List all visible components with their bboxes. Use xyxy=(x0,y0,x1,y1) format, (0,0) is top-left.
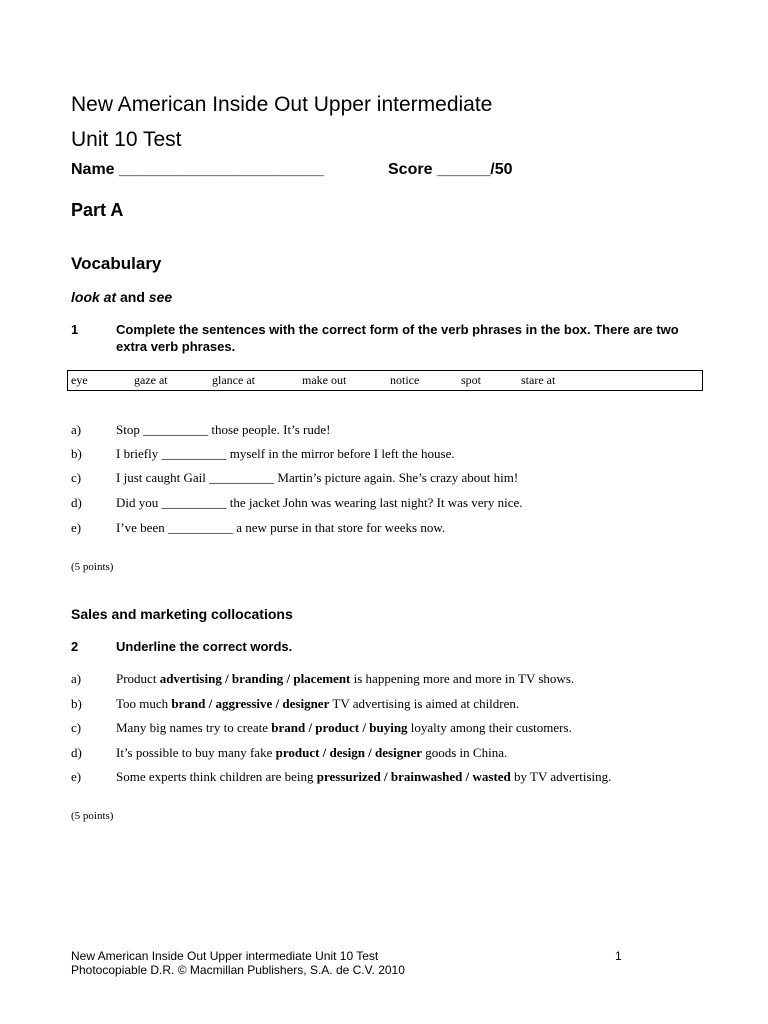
item-letter: d) xyxy=(71,495,82,510)
vocabulary-subheading xyxy=(71,289,172,305)
section-heading: Sales and marketing collocations xyxy=(71,606,293,622)
item-pre: It’s possible to buy many fake xyxy=(116,745,276,760)
list-item xyxy=(0,745,768,761)
item-post: loyalty among their customers. xyxy=(407,720,572,735)
subheading-and: and xyxy=(116,289,149,305)
page-number: 1 xyxy=(615,949,622,963)
score-field: Score ______/50 xyxy=(388,161,513,178)
item-text: Stop __________ those people. It’s rude! xyxy=(116,422,331,437)
item-post: is happening more and more in TV shows. xyxy=(350,671,575,686)
exercise2-number: 2 xyxy=(71,639,79,654)
item-post: goods in China. xyxy=(421,745,508,760)
list-item xyxy=(0,422,768,438)
subheading-look-at: look at xyxy=(71,289,117,305)
word-box xyxy=(67,370,703,391)
word-box-item: make out xyxy=(302,373,347,387)
word-box-item: notice xyxy=(390,373,420,387)
part-heading: Part A xyxy=(71,200,124,220)
word-box-item: gaze at xyxy=(134,373,168,387)
item-pre: Many big names try to create xyxy=(116,720,272,735)
list-item xyxy=(0,495,768,511)
item-letter: e) xyxy=(71,769,82,784)
item-letter: d) xyxy=(71,745,82,760)
item-pre: Product xyxy=(116,671,160,686)
list-item xyxy=(0,446,768,462)
word-box-item: glance at xyxy=(212,373,255,387)
item-post: by TV advertising. xyxy=(510,769,612,784)
document-title: New American Inside Out Upper intermediate xyxy=(71,93,493,116)
exercise2-instruction: Underline the correct words. xyxy=(116,639,293,654)
item-options[interactable]: brand / product / buying xyxy=(271,720,408,735)
exercise1-points: (5 points) xyxy=(71,561,114,573)
word-box-item: stare at xyxy=(521,373,556,387)
unit-title: Unit 10 Test xyxy=(71,128,182,151)
item-text xyxy=(116,769,611,785)
list-item xyxy=(0,720,768,736)
list-item xyxy=(0,671,768,687)
item-letter: e) xyxy=(71,520,82,535)
item-options[interactable]: pressurized / brainwashed / wasted xyxy=(316,769,511,784)
item-letter: a) xyxy=(71,422,82,437)
list-item xyxy=(0,696,768,712)
item-text: I just caught Gail __________ Martin’s picture again. She’s crazy about him! xyxy=(116,470,519,485)
list-item xyxy=(0,769,768,785)
item-text xyxy=(116,696,519,712)
subheading-see: see xyxy=(148,289,173,305)
item-post: TV advertising is aimed at children. xyxy=(329,696,520,711)
item-letter: b) xyxy=(71,696,82,711)
item-letter: c) xyxy=(71,720,82,735)
footer-copyright: Photocopiable D.R. © Macmillan Publishers, S.A. de C.V. 2010 xyxy=(71,963,405,977)
word-box-item: eye xyxy=(71,373,88,387)
item-pre: Some experts think children are being xyxy=(116,769,317,784)
item-options[interactable]: brand / aggressive / designer xyxy=(171,696,330,711)
item-letter: b) xyxy=(71,446,82,461)
exercise2-points: (5 points) xyxy=(71,810,114,822)
item-text xyxy=(116,671,574,687)
item-text xyxy=(116,745,507,761)
item-pre: Too much xyxy=(116,696,172,711)
word-box-item: spot xyxy=(461,373,482,387)
item-options[interactable]: product / design / designer xyxy=(275,745,422,760)
list-item xyxy=(0,520,768,536)
vocabulary-heading: Vocabulary xyxy=(71,254,162,273)
item-text xyxy=(116,720,572,736)
exercise1-number: 1 xyxy=(71,322,79,337)
item-options[interactable]: advertising / branding / placement xyxy=(159,671,351,686)
item-letter: c) xyxy=(71,470,82,485)
item-text: Did you __________ the jacket John was wearing last night? It was very nice. xyxy=(116,495,523,510)
item-letter: a) xyxy=(71,671,82,686)
item-text: I’ve been __________ a new purse in that store for weeks now. xyxy=(116,520,446,535)
footer-title: New American Inside Out Upper intermediate Unit 10 Test xyxy=(71,949,379,963)
exercise1-instruction: Complete the sentences with the correct form of the verb phrases in the box. There are two extra verb phrases. xyxy=(116,322,679,354)
item-text: I briefly __________ myself in the mirror before I left the house. xyxy=(116,446,455,461)
list-item xyxy=(0,470,768,486)
name-field: Name _______________________ xyxy=(71,161,324,178)
